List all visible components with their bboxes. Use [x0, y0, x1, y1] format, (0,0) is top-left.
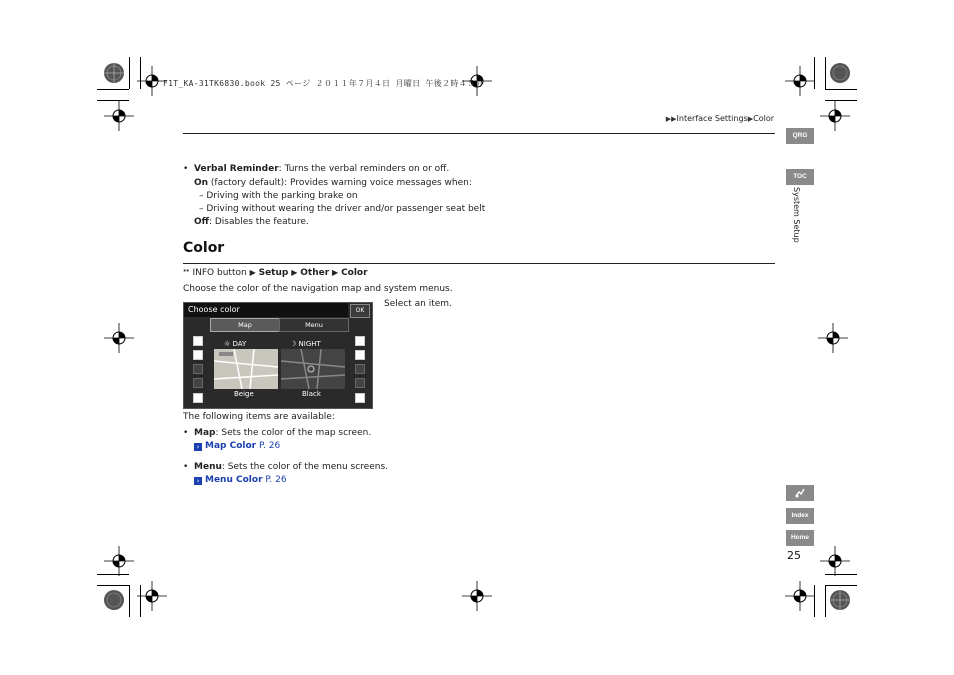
info-button-icon: ᕯ: [183, 268, 190, 277]
arrow-icon: ▶: [747, 115, 754, 123]
beige-label: Beige: [234, 390, 254, 398]
select-hint: Select an item.: [384, 299, 452, 309]
crop-mark: [129, 585, 130, 617]
menu-color-link[interactable]: [183, 474, 388, 487]
menu-term: Menu: [194, 462, 222, 472]
nav-screen-image: [183, 302, 373, 409]
crop-mark: [825, 585, 857, 586]
arrow-icon: ▶: [249, 268, 256, 277]
color-swatch: [193, 336, 203, 346]
screen-ok-button: OK: [350, 304, 370, 318]
color-swatch: [355, 393, 365, 403]
crop-mark: [825, 585, 826, 617]
black-label: Black: [302, 390, 321, 398]
double-arrow-icon: ▶▶: [665, 115, 677, 123]
qrg-tab[interactable]: QRG: [786, 128, 814, 144]
day-label: [224, 340, 246, 348]
menu-item: [183, 461, 388, 487]
section-title: Color: [183, 240, 225, 256]
verbal-reminder-block: [183, 163, 743, 229]
color-swatch: [193, 364, 203, 374]
toc-tab[interactable]: TOC: [786, 169, 814, 185]
crop-mark: [825, 89, 857, 90]
registration-disc-icon: [828, 588, 852, 612]
registration-disc-icon: [828, 61, 852, 85]
color-swatch: [355, 364, 365, 374]
day-text: DAY: [232, 340, 247, 348]
crosshair-icon: [820, 546, 850, 576]
registration-disc-icon: [102, 61, 126, 85]
color-swatch: [193, 393, 203, 403]
verbal-reminder-term: Verbal Reminder: [194, 164, 279, 174]
index-tab[interactable]: Index: [786, 508, 814, 524]
map-color-page[interactable]: P. 26: [258, 441, 281, 451]
crosshair-icon: [785, 66, 815, 96]
crop-mark: [97, 585, 129, 586]
voice-command-tab[interactable]: [786, 485, 814, 501]
on-term: On: [194, 178, 209, 188]
link-arrow-icon: ›: [194, 477, 202, 485]
screen-tab-menu: Menu: [279, 318, 349, 332]
link-arrow-icon: ›: [194, 443, 202, 451]
crosshair-icon: [785, 581, 815, 611]
section-side-label: System Setup: [792, 187, 801, 243]
breadcrumb-current: Color: [753, 114, 774, 123]
breadcrumb: [666, 114, 774, 123]
night-text: NIGHT: [298, 340, 321, 348]
night-label: [290, 340, 321, 348]
map-item: [183, 427, 371, 453]
dash-item: – Driving without wearing the driver and/or passenger seat belt: [199, 204, 486, 214]
crosshair-icon: [462, 581, 492, 611]
page-number: 25: [787, 549, 801, 562]
map-color-link[interactable]: [183, 440, 371, 453]
path-info-button: INFO button: [192, 268, 247, 278]
crosshair-icon: [104, 101, 134, 131]
map-desc: : Sets the color of the map screen.: [215, 428, 372, 438]
intro-text: Choose the color of the navigation map and system menus.: [183, 284, 453, 294]
arrow-icon: ▶: [332, 268, 339, 277]
crosshair-icon: [104, 323, 134, 353]
sun-icon: ☼: [224, 340, 231, 348]
color-swatch: [355, 350, 365, 360]
verbal-reminder-desc: : Turns the verbal reminders on or off.: [278, 164, 450, 174]
menu-color-page[interactable]: P. 26: [265, 475, 287, 485]
menu-color-link-text[interactable]: Menu Color: [205, 475, 263, 485]
crosshair-icon: [137, 581, 167, 611]
path-color: Color: [341, 268, 368, 278]
path-setup: Setup: [258, 268, 289, 278]
off-term: Off: [194, 217, 209, 227]
header-rule: [183, 133, 775, 134]
voice-command-icon: [794, 487, 806, 499]
color-swatch: [355, 336, 365, 346]
file-info: F1T_KA-31TK6830.book 25 ページ ２０１１年７月４日 月曜日 午後２時４５分: [163, 79, 484, 88]
on-desc: (factory default): Provides warning voice messages when:: [208, 178, 472, 188]
arrow-icon: ▶: [291, 268, 298, 277]
menu-path: [183, 266, 368, 280]
menu-desc: : Sets the color of the menu screens.: [221, 462, 388, 472]
map-term: Map: [194, 428, 216, 438]
off-desc: : Disables the feature.: [208, 217, 309, 227]
list-item: • Verbal Reminder: Turns the verbal reminders on or off.: [183, 164, 450, 174]
breadcrumb-parent[interactable]: Interface Settings: [676, 114, 748, 123]
registration-disc-icon: [102, 588, 126, 612]
screen-tab-map: Map: [210, 318, 280, 332]
map-thumb-black: [281, 349, 345, 389]
color-swatch: [193, 378, 203, 388]
crosshair-icon: [820, 101, 850, 131]
home-tab[interactable]: Home: [786, 530, 814, 546]
list-item: • Menu: Sets the color of the menu screens.: [183, 462, 388, 472]
list-item: [183, 177, 743, 190]
path-other: Other: [300, 268, 330, 278]
dash-item: – Driving with the parking brake on: [199, 191, 358, 201]
crosshair-icon: [818, 323, 848, 353]
crop-mark: [825, 57, 826, 89]
map-color-link-text[interactable]: Map Color: [205, 441, 257, 451]
color-swatch: [193, 350, 203, 360]
list-item: • Map: Sets the color of the map screen.: [183, 428, 372, 438]
crosshair-icon: [104, 546, 134, 576]
section-rule: [183, 263, 775, 264]
available-text: The following items are available:: [183, 412, 335, 422]
crop-mark: [129, 57, 130, 89]
color-swatch: [355, 378, 365, 388]
moon-icon: ☽: [290, 340, 297, 348]
list-item: [183, 216, 743, 229]
map-thumb-beige: [214, 349, 278, 389]
crop-mark: [97, 89, 129, 90]
screen-title: Choose color: [184, 303, 348, 317]
